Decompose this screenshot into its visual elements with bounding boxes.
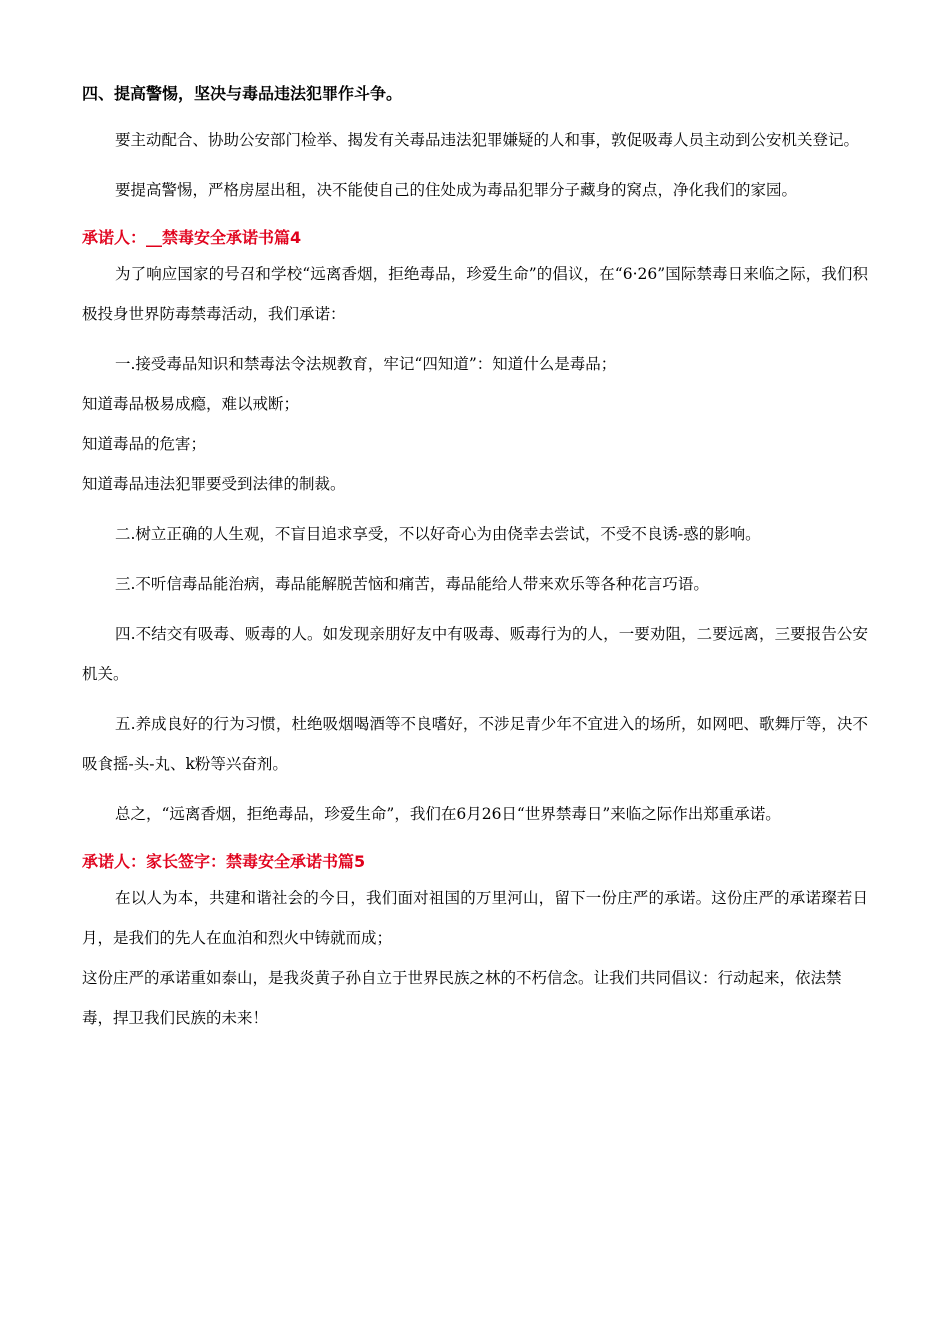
list-item-line: 知道毒品极易成瘾，难以戒断； xyxy=(82,395,300,413)
paragraph: 要主动配合、协助公安部门检举、揭发有关毒品违法犯罪嫌疑的人和事，敦促吸毒人员主动到公安机关登记。 xyxy=(115,131,860,149)
section-heading-4: 四、提高警惕，坚决与毒品违法犯罪作斗争。 xyxy=(82,84,403,103)
paragraph: 要提高警惕，严格房屋出租，决不能使自己的住处成为毒品犯罪分子藏身的窝点，净化我们的家园。 xyxy=(115,181,798,199)
list-item: 四.不结交有吸毒、贩毒的人。如发现亲朋好友中有吸毒、贩毒行为的人，一要劝阻，二要远离，三要报告公安机关。 xyxy=(82,625,868,683)
list-item-line: 知道毒品违法犯罪要受到法律的制裁。 xyxy=(82,475,346,493)
list-item: 一.接受毒品知识和禁毒法令法规教育，牢记“四知道”：知道什么是毒品； xyxy=(115,355,617,373)
list-item-line: 知道毒品的危害； xyxy=(82,435,207,453)
paragraph: 总之，“远离香烟，拒绝毒品，珍爱生命”，我们在6月26日“世界禁毒日”来临之际作出郑重承诺。 xyxy=(115,805,781,823)
list-item: 五.养成良好的行为习惯，杜绝吸烟喝酒等不良嗜好，不涉足青少年不宜进入的场所，如网吧、歌舞厅等，决不吸食摇-头-丸、k粉等兴奋剂。 xyxy=(82,715,868,773)
list-item: 二.树立正确的人生观，不盲目追求享受，不以好奇心为由侥幸去尝试，不受不良诱-惑的影响。 xyxy=(115,525,761,543)
paragraph: 在以人为本，共建和谐社会的今日，我们面对祖国的万里河山，留下一份庄严的承诺。这份庄严的承诺璨若日月，是我们的先人在血泊和烈火中铸就而成； xyxy=(82,889,868,947)
paragraph: 为了响应国家的号召和学校“远离香烟，拒绝毒品，珍爱生命”的倡议，在“6·26”国际禁毒日来临之际，我们积极投身世界防毒禁毒活动，我们承诺： xyxy=(82,265,868,323)
paragraph: 这份庄严的承诺重如泰山，是我炎黄子孙自立于世界民族之林的不朽信念。让我们共同倡议：行动起来，依法禁毒，捍卫我们民族的未来！ xyxy=(82,969,842,1027)
letter-heading-5: 承诺人：家长签字：禁毒安全承诺书篇5 xyxy=(82,852,366,871)
document-body xyxy=(82,80,868,1038)
list-item: 三.不听信毒品能治病，毒品能解脱苦恼和痛苦，毒品能给人带来欢乐等各种花言巧语。 xyxy=(115,575,709,593)
letter-heading-4: 承诺人：__禁毒安全承诺书篇4 xyxy=(82,228,302,247)
